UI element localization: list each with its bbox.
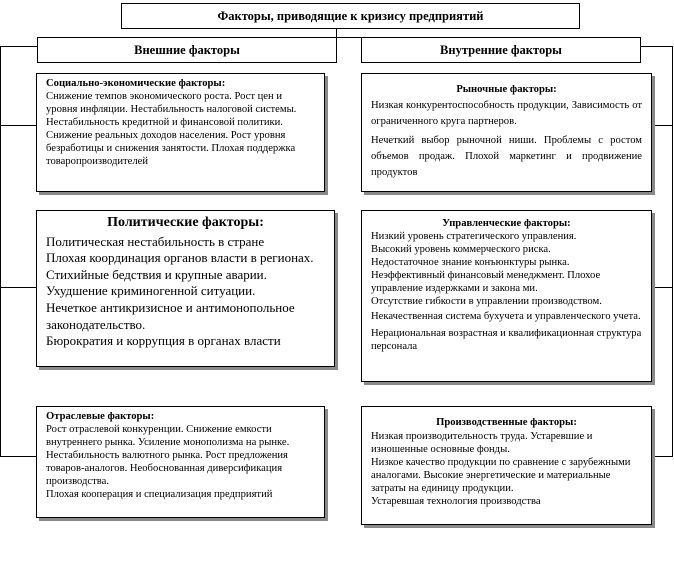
political-factors-box — [36, 210, 335, 367]
connector — [652, 125, 673, 126]
factor-text: Политическая нестабильность в стране — [46, 233, 265, 249]
political-factors-heading: Политические факторы: — [107, 215, 264, 230]
connector — [336, 29, 337, 37]
factor-text: Нерациональная возрастная и квалификационная структура персонала — [371, 328, 642, 352]
connector — [0, 46, 37, 47]
factor-text: Низкая конкурентоспособность продукции, Зависимость от ограниченного круга партнеров. — [371, 100, 642, 127]
socio-economic-factors-heading: Социально-экономические факторы: — [46, 78, 226, 89]
connector — [0, 456, 36, 457]
factor-text: Плохая кооперация и специализация предприятий — [46, 489, 273, 500]
connector — [641, 46, 673, 47]
socio-economic-factors-box — [36, 73, 325, 192]
factor-text: Нечеткое антикризисное и антимонопольное законодательство. — [46, 299, 295, 332]
factor-text: Устаревшая технология производства — [371, 496, 541, 507]
factor-text: Ухудшение криминогенной ситуации. — [46, 283, 256, 299]
factor-text: Недостаточное знание конъюнктуры рынка. — [371, 257, 570, 268]
factor-text: Снижение темпов экономического роста. Рост цен и уровня инфляции. Нестабильность налоговой системы. Нестабильность кредитной и финансовой политики. — [46, 91, 297, 128]
industry-factors-heading: Отраслевые факторы: — [46, 411, 155, 422]
connector — [672, 46, 673, 456]
management-factors-box — [361, 210, 652, 382]
internal-factors-header: Внутренние факторы — [361, 37, 641, 63]
connector — [0, 46, 1, 456]
factor-text: Плохая координация органов власти в регионах. — [46, 250, 314, 266]
market-factors-heading: Рыночные факторы: — [456, 84, 557, 95]
connector — [652, 456, 673, 457]
factor-text: Нечеткий выбор рыночной ниши. Проблемы с ростом объемов продаж. Плохой маркетинг и продвижение продуктов — [371, 135, 642, 178]
industry-factors-box — [36, 406, 325, 518]
factor-text: Бюрократия и коррупция в органах власти — [46, 333, 281, 349]
factor-text: Неэффективный финансовый менеджмент. Плохое управление издержками и закона ми. — [371, 270, 601, 294]
production-factors-box — [361, 406, 652, 525]
factor-text: Низкое качество продукции по сравнение с зарубежными аналогами. Высокие энергетические и материальные затраты на единицу продукции. — [371, 457, 631, 494]
factor-text: Рост отраслевой конкуренции. Снижение емкости внутреннего рынка. Усиление монополизма на рынке. Нестабильность валютного рынка. Рост предложения товаров-аналогов. Необоснованная диверсификация производства. — [46, 424, 290, 487]
factor-text: Высокий уровень коммерческого риска. — [371, 244, 551, 255]
connector — [0, 287, 36, 288]
factor-text: Низкий уровень стратегического управления. — [371, 231, 577, 242]
factor-text: Стихийные бедствия и крупные аварии. — [46, 266, 267, 282]
factor-text: Отсутствие гибкости в управлении производством. — [371, 296, 602, 307]
connector — [652, 287, 673, 288]
connector — [0, 125, 36, 126]
diagram-title: Факторы, приводящие к кризису предприятий — [121, 3, 580, 29]
factor-text: Снижение реальных доходов населения. Рост уровня безработицы и снижения занятости. Плохая поддержка товаропроизводителей — [46, 130, 296, 167]
factor-text: Некачественная система бухучета и управленческого учета. — [371, 311, 641, 322]
management-factors-heading: Управленческие факторы: — [442, 218, 571, 229]
market-factors-box — [361, 73, 652, 192]
production-factors-heading: Производственные факторы: — [436, 417, 577, 428]
external-factors-header: Внешние факторы — [37, 37, 337, 63]
factor-text: Низкая производительность труда. Устаревшие и изношенные основные фонды. — [371, 431, 593, 455]
